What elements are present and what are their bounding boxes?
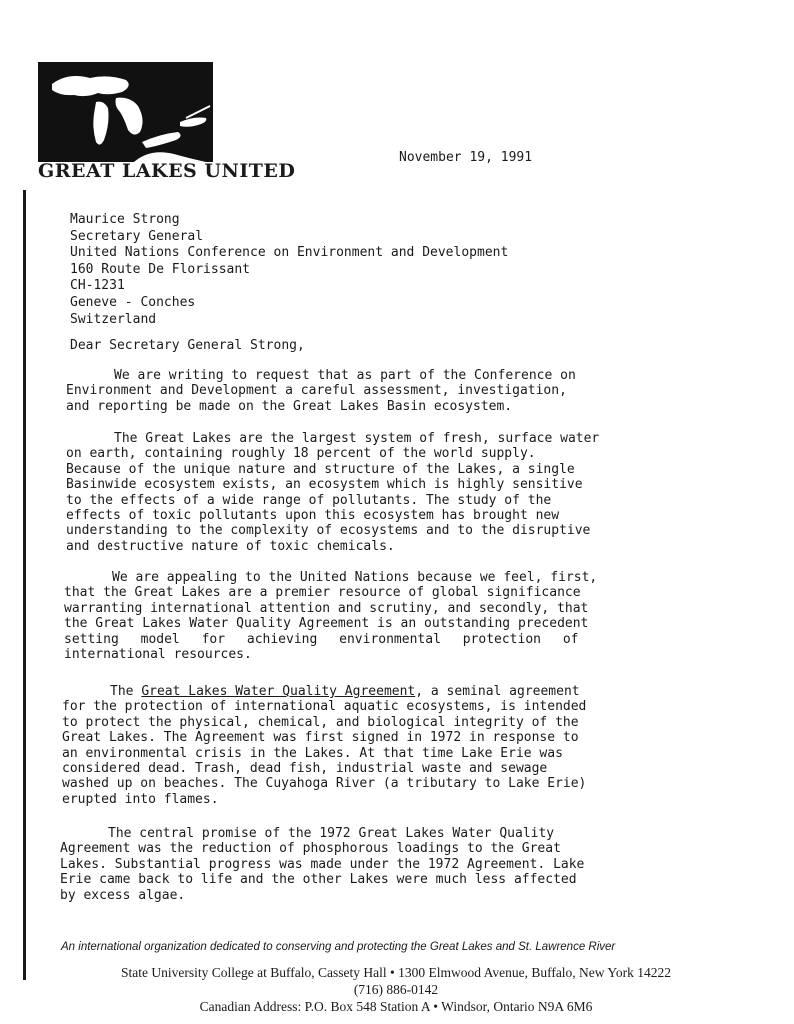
recipient-country: Switzerland (70, 311, 157, 327)
body-paragraph-1 (66, 368, 676, 414)
footer-phone: (716) 886-0142 (353, 982, 439, 997)
paragraph-line: We are writing to request that as part of the Conference on (114, 368, 576, 383)
paragraph-line: an environmental crisis in the Lakes. At that time Lake Erie was (62, 745, 563, 761)
paragraph-line: by excess algae. (60, 887, 186, 903)
recipient-postal-code: CH-1231 (70, 278, 125, 294)
footer-canadian-address: Canadian Address: P.O. Box 548 Station A • Windsor, Ontario N9A 6M6 (199, 999, 593, 1014)
recipient-title: Secretary General (70, 228, 204, 244)
paragraph-line: Erie came back to life and the other Lakes were much less affected (60, 872, 577, 888)
paragraph-line: setting model for achieving environmental protection of (64, 631, 579, 647)
footer-tagline: An international organization dedicated to conserving and protecting the Great Lakes and St. Lawrence River (61, 941, 616, 953)
paragraph-line: effects of toxic pollutants upon this ecosystem has brought new (66, 508, 560, 524)
body-paragraph-5 (60, 826, 672, 903)
recipient-city: Geneve - Conches (70, 294, 196, 310)
agreement-title-underlined: Great Lakes Water Quality Agreement (141, 684, 416, 699)
paragraph-line: erupted into flames. (62, 791, 219, 807)
paragraph-line: The Great Lakes Water Quality Agreement, a seminal agreement (110, 684, 580, 699)
paragraph-line: washed up on beaches. The Cuyahoga River (a tributary to Lake Erie) (62, 776, 587, 792)
body-paragraph-3 (64, 570, 676, 662)
recipient-organization: United Nations Conference on Environment and Development (70, 245, 509, 261)
paragraph-line: and destructive nature of toxic chemicals. (66, 538, 395, 554)
paragraph-line: on earth, containing roughly 18 percent of the world supply. (66, 446, 536, 462)
recipient-street: 160 Route De Florissant (70, 261, 251, 277)
paragraph-line: understanding to the complexity of ecosystems and to the disruptive (66, 523, 591, 539)
paragraph-line: the Great Lakes Water Quality Agreement is an outstanding precedent (64, 616, 589, 632)
paragraph-line: Great Lakes. The Agreement was first signed in 1972 in response to (62, 730, 579, 746)
paragraph-line: The Great Lakes are the largest system of fresh, surface water (114, 431, 600, 446)
recipient-name: Maurice Strong (70, 212, 180, 227)
paragraph-line: The central promise of the 1972 Great Lakes Water Quality (108, 826, 555, 841)
paragraph-line: Basinwide ecosystem exists, an ecosystem which is highly sensitive (66, 477, 583, 493)
salutation: Dear Secretary General Strong, (70, 338, 305, 353)
paragraph-line: Because of the unique nature and structure of the Lakes, a single (66, 461, 575, 477)
body-paragraph-4 (62, 684, 674, 807)
paragraph-line: considered dead. Trash, dead fish, industrial waste and sewage (62, 761, 548, 777)
paragraph-line: to protect the physical, chemical, and biological integrity of the (62, 714, 579, 730)
paragraph-line: and reporting be made on the Great Lakes Basin ecosystem. (66, 398, 513, 414)
paragraph-line: to the effects of a wide range of pollutants. The study of the (66, 492, 552, 508)
paragraph-line: Agreement was the reduction of phosphorous loadings to the Great (60, 841, 561, 857)
footer-us-address: State University College at Buffalo, Cassety Hall • 1300 Elmwood Avenue, Buffalo, New York 14222 (121, 965, 671, 980)
paragraph-line: Environment and Development a careful assessment, investigation, (66, 383, 567, 399)
paragraph-line: warranting international attention and scrutiny, and secondly, that (64, 600, 589, 616)
paragraph-line: Lakes. Substantial progress was made under the 1972 Agreement. Lake (60, 856, 585, 872)
letterhead-vertical-rule (23, 190, 26, 980)
paragraph-line: for the protection of international aquatic ecosystems, is intended (62, 699, 587, 715)
paragraph-line: international resources. (64, 647, 252, 663)
organization-name: GREAT LAKES UNITED (38, 160, 296, 182)
footer-address-block (56, 964, 736, 1015)
recipient-address-block (70, 212, 508, 328)
letter-date: November 19, 1991 (399, 150, 533, 165)
paragraph-line: We are appealing to the United Nations because we feel, first, (112, 570, 598, 585)
paragraph-line: that the Great Lakes are a premier resource of global significance (64, 585, 581, 601)
body-paragraph-2 (66, 431, 676, 554)
